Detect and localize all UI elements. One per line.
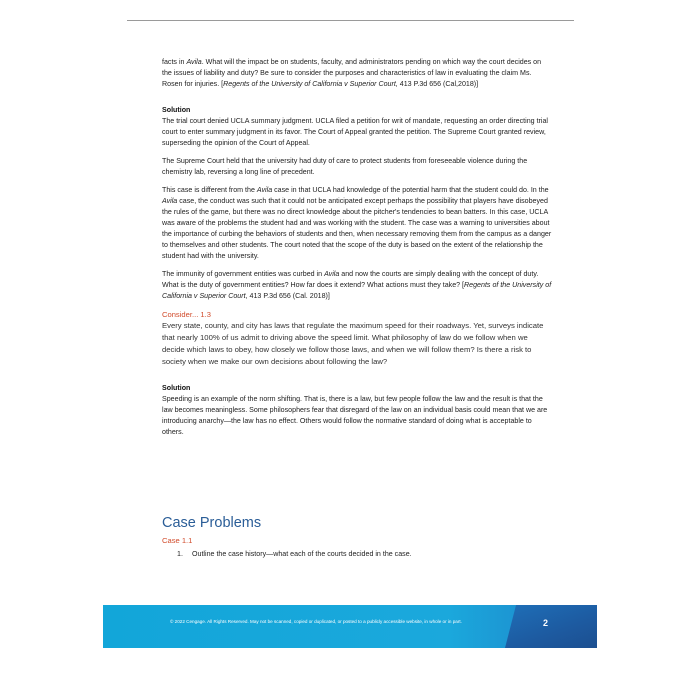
- header-rule: [127, 20, 574, 21]
- case-citation: Regents of the University of California v Superior Court,: [223, 80, 398, 88]
- paragraph-text: case, the conduct was such that it could not be anticipated except perhaps the possibility that players have disobeyed the rules of the game, but there was no direct knowledge about the pitcher's tendencies to bean batters. In this case, UCLA was aware of the problems the student had and was working with the student. The case was a warning to universities about the importance of curbing the behaviors of students and then, when necessary removing them from the campus as a danger to themselves and other students. The court noted that the scope of the duty is based on the extent of the relationship the student had with the university.: [162, 197, 552, 260]
- paragraph-text: and now the courts are simply dealing with the concept of duty. What is the duty of government entities? How far does it extend? What actions must they take? [: [162, 270, 539, 289]
- intro-text: facts in: [162, 58, 187, 66]
- consider-label: Consider... 1.3: [162, 310, 211, 319]
- footer-accent: [505, 605, 597, 648]
- paragraph-text: This case is different from the: [162, 186, 257, 194]
- case-name-avila: Avila: [186, 58, 202, 66]
- copyright-notice: © 2022 Cengage. All Rights Reserved. May not be scanned, copied or duplicated, or posted to a publicly accessible website, in whole or in part.: [170, 619, 462, 624]
- intro-paragraph: [162, 57, 552, 90]
- case-name-avila: Avila: [162, 197, 178, 205]
- list-item: [177, 549, 412, 560]
- section-title: Case Problems: [162, 515, 262, 531]
- paragraph-text: The immunity of government entities was curbed in: [162, 270, 325, 278]
- consider-question: Every state, county, and city has laws that regulate the maximum speed for their roadways. Yet, surveys indicate that nearly 100% of us admit to driving above the speed limit. What philosophy of law do we follow when we decide which laws to obey, how closely we follow those laws, and when we will follow them? Is there a risk to society when we make our own decisions about following the law?: [162, 321, 544, 366]
- list-item-number: 1.: [177, 550, 183, 558]
- case-name-avila: Avila: [256, 186, 273, 194]
- solution-paragraph: The Supreme Court held that the university had duty of care to protect students from foreseeable violence during the chemistry lab, reversing a long line of precedent.: [162, 157, 528, 176]
- solution-heading: Solution: [162, 106, 191, 114]
- solution-paragraph: [162, 269, 552, 302]
- case-label: Case 1.1: [162, 536, 193, 545]
- solution-paragraph: [162, 185, 552, 262]
- case-citation: Regents of the University of California v Superior Court: [162, 281, 552, 300]
- case-name-avila: Avila: [324, 270, 340, 278]
- paragraph-text: case in that UCLA had knowledge of the potential harm that the student could do. In the: [272, 186, 549, 194]
- page-number: 2: [543, 618, 549, 628]
- paragraph-text: , 413 P.3d 656 (Cal. 2018)]: [245, 292, 330, 300]
- page-footer: [103, 605, 597, 648]
- intro-text: . What will the impact be on students, faculty, and administrators pending on which way the court decides on the issues of liability and duty? Be sure to consider the purposes and characteristics of law in evaluating the claim Ms. Rosen for injuries. [: [162, 58, 542, 88]
- solution-heading: Solution: [162, 384, 191, 392]
- intro-text: 413 P.3d 656 (Cal,2018)]: [397, 80, 479, 88]
- solution-paragraph: The trial court denied UCLA summary judgment. UCLA filed a petition for writ of mandate, requesting an order directing trial court to enter summary judgment in its favor. The Court of Appeal granted the petition. The Supreme Court granted review, superseding the opinion of the Court of Appeal.: [162, 117, 549, 147]
- list-item-text: Outline the case history—what each of the courts decided in the case.: [192, 550, 412, 558]
- solution-paragraph: Speeding is an example of the norm shifting. That is, there is a law, but few people follow the law and the result is that the law becomes meaningless. Some philosophers fear that disregard of the law on an individual basis could mean that we are introducing anarchy—the law has no effect. Others would follow the normative standard of doing what is acceptable to others.: [162, 395, 548, 436]
- document-body: [162, 57, 552, 438]
